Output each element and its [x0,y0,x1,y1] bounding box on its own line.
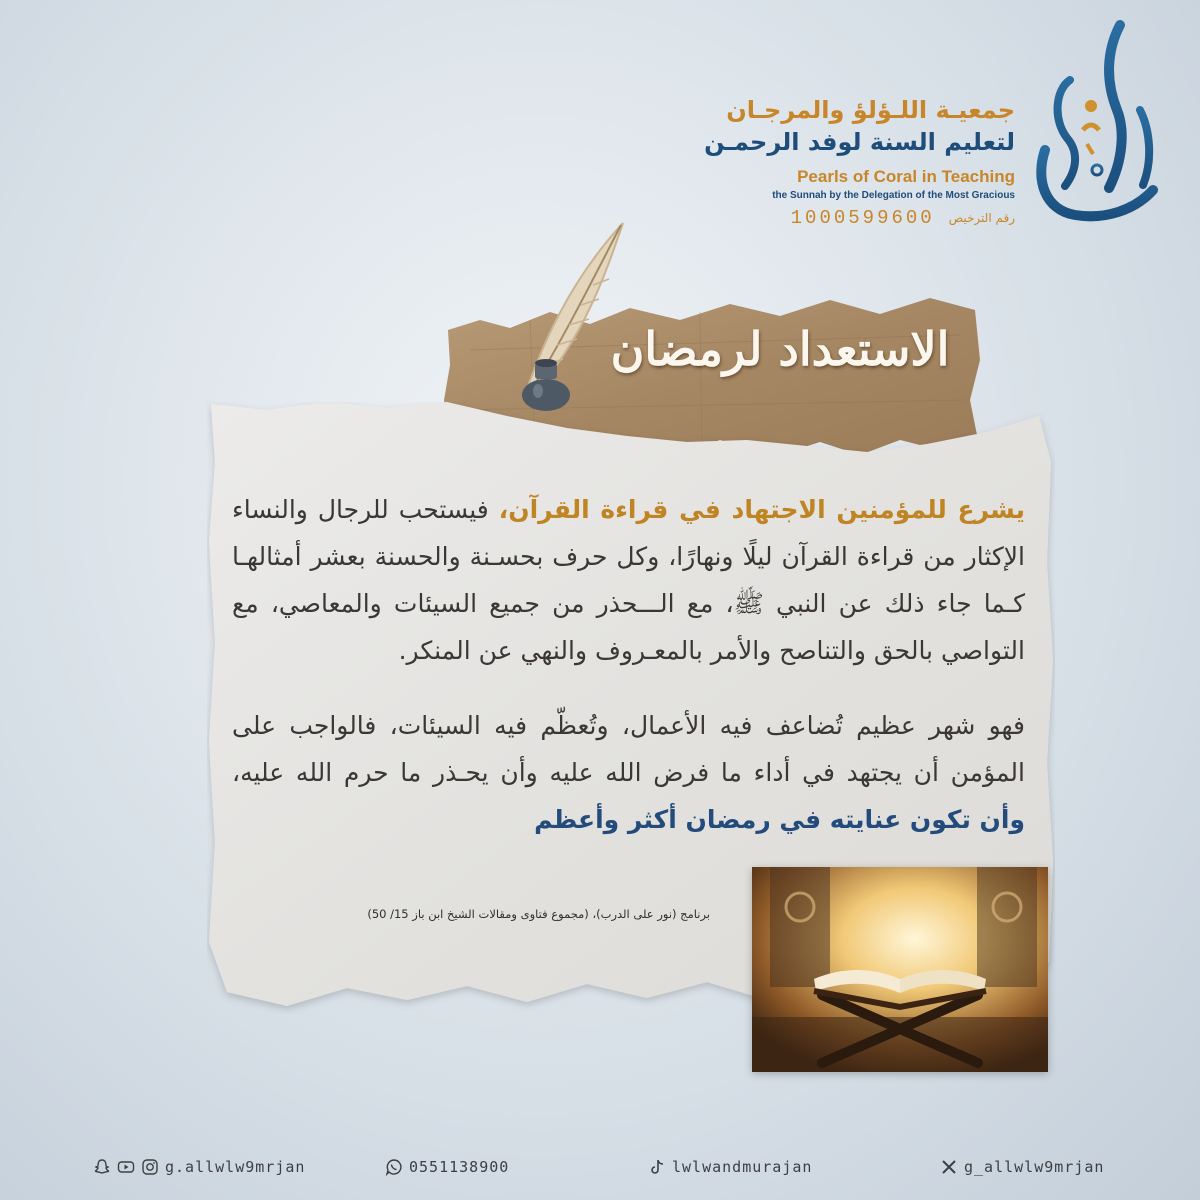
header-logo-area [125,20,1165,235]
tiktok-icon[interactable] [648,1158,666,1176]
footer-phone[interactable] [385,1158,509,1176]
quran-stand-image [752,867,1048,1072]
quran-stand-illustration [752,867,1048,1072]
snapchat-icon[interactable] [93,1158,111,1176]
article-body [232,486,1025,843]
tiktok-handle[interactable]: lwlwandmurajan [672,1158,813,1176]
license-info [791,207,1015,229]
license-number: 1000599600 [790,207,935,229]
citation-source: برنامج (نور على الدرب)، (مجموع فتاوى ومقالات الشيخ ابن باز 15/ 50) [367,907,710,921]
paragraph-2-text: فهو شهر عظيم تُضاعف فيه الأعمال، وتُعظّم فيه السيئات، فالواجب على المؤمن أن يجتهد في أداء ما فرض الله عليه وأن يحـذر ما حرم الله عليه، [232,711,1025,787]
highlight-blue-text: وأن تكون عنايته في رمضان أكثر وأعظم [534,805,1025,834]
org-name-arabic: جمعيـة اللـؤلؤ والمرجـان [726,96,1015,124]
footer-tiktok[interactable] [648,1158,812,1176]
footer-contacts [0,1150,1200,1188]
footer-x[interactable] [940,1158,1104,1176]
org-subtitle-arabic: لتعليم السنة لوفد الرحمـن [704,128,1015,156]
x-handle[interactable]: g_allwlw9mrjan [964,1158,1105,1176]
highlight-gold-text: يشرع للمؤمنين الاجتهاد في قراءة القرآن، [498,495,1025,524]
instagram-icon[interactable] [141,1158,159,1176]
page-title: الاستعداد لرمضان [610,322,950,376]
x-icon[interactable] [940,1158,958,1176]
paragraph-1 [232,486,1025,674]
license-label: رقم الترخيص [948,211,1015,225]
logo-calligraphy-icon [1025,20,1165,235]
social-handle[interactable]: g.allwlw9mrjan [165,1158,306,1176]
footer-social[interactable] [93,1158,305,1176]
paragraph-1-text: فيستحب للرجال والنساء الإكثار من قراءة القرآن ليلًا ونهارًا، وكل حرف بحسـنة والحسنة بعشر أمثالهـا كـما جاء ذلك عن النبي ﷺ، مع الـــحذر من جميع السيئات والمعاصي، مع التواصي بالحق والتناصح والأمر بالمعـروف والنهي عن المنكر. [232,495,1025,665]
org-subtitle-english: the Sunnah by the Delegation of the Most Gracious [772,190,1015,201]
whatsapp-icon[interactable] [385,1158,403,1176]
youtube-icon[interactable] [117,1158,135,1176]
org-name-english: Pearls of Coral in Teaching [797,167,1015,186]
phone-number[interactable]: 0551138900 [409,1158,510,1176]
paragraph-2 [232,702,1025,843]
